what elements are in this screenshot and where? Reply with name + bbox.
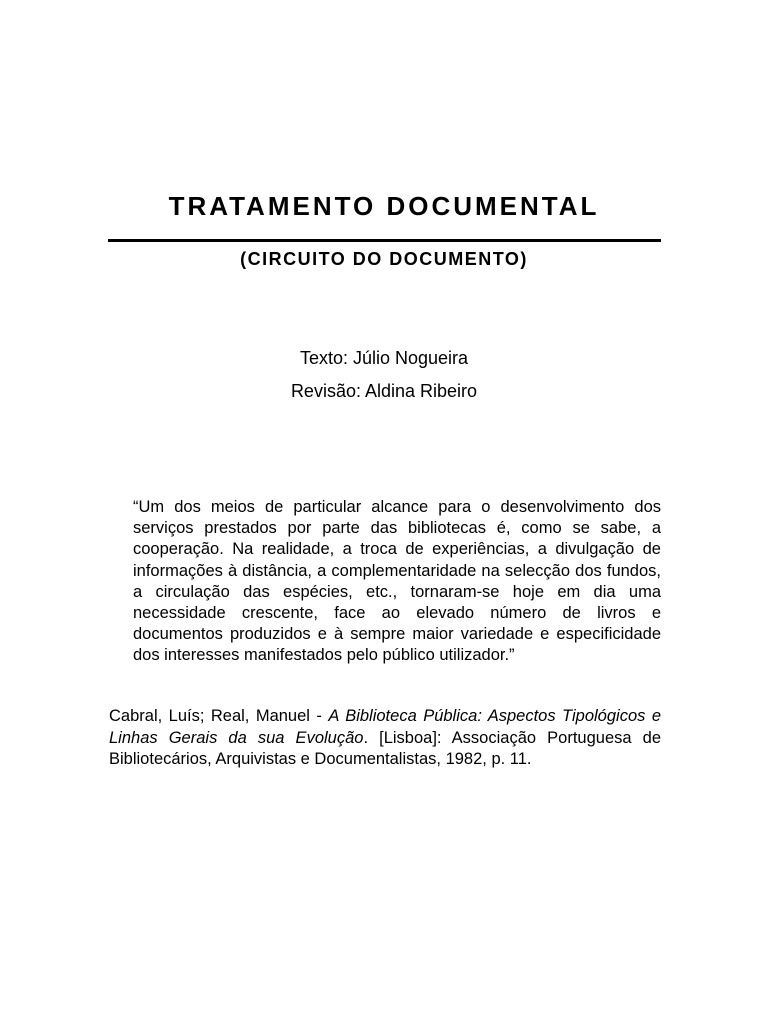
citation-work-title: A Biblioteca Pública: Aspectos Tipológicos e Linhas Gerais da sua Evolução [109, 707, 662, 747]
epigraph-quote: “Um dos meios de particular alcance para o desenvolvimento dos serviços prestados por parte das bibliotecas é, como se sabe, a cooperação. Na realidade, a troca de experiências, a divulgação de informações à distância, a complementaridade na selecção dos fundos, a circulação das espécies, etc., tornaram-se hoje em dia uma necessidade crescente, face ao elevado número de livros e documentos produzidos e à sempre maior variedade e especificidade dos interesses manifestados pelo público utilizador.” [133, 498, 661, 665]
reviewer-credit: Revisão: Aldina Ribeiro [290, 381, 478, 401]
document-subtitle: (CIRCUITO DO DOCUMENTO) [240, 249, 528, 269]
title-divider [108, 239, 661, 242]
document-title: TRATAMENTO DOCUMENTAL [168, 191, 600, 221]
quote-citation [109, 706, 661, 771]
citation-publication: . [Lisboa]: Associação Portuguesa de Bibliotecários, Arquivistas e Documentalistas, 1982, p. 11. [109, 728, 661, 768]
citation-authors: Cabral, Luís; Real, Manuel - [109, 707, 329, 725]
author-credit: Texto: Júlio Nogueira [299, 348, 469, 368]
